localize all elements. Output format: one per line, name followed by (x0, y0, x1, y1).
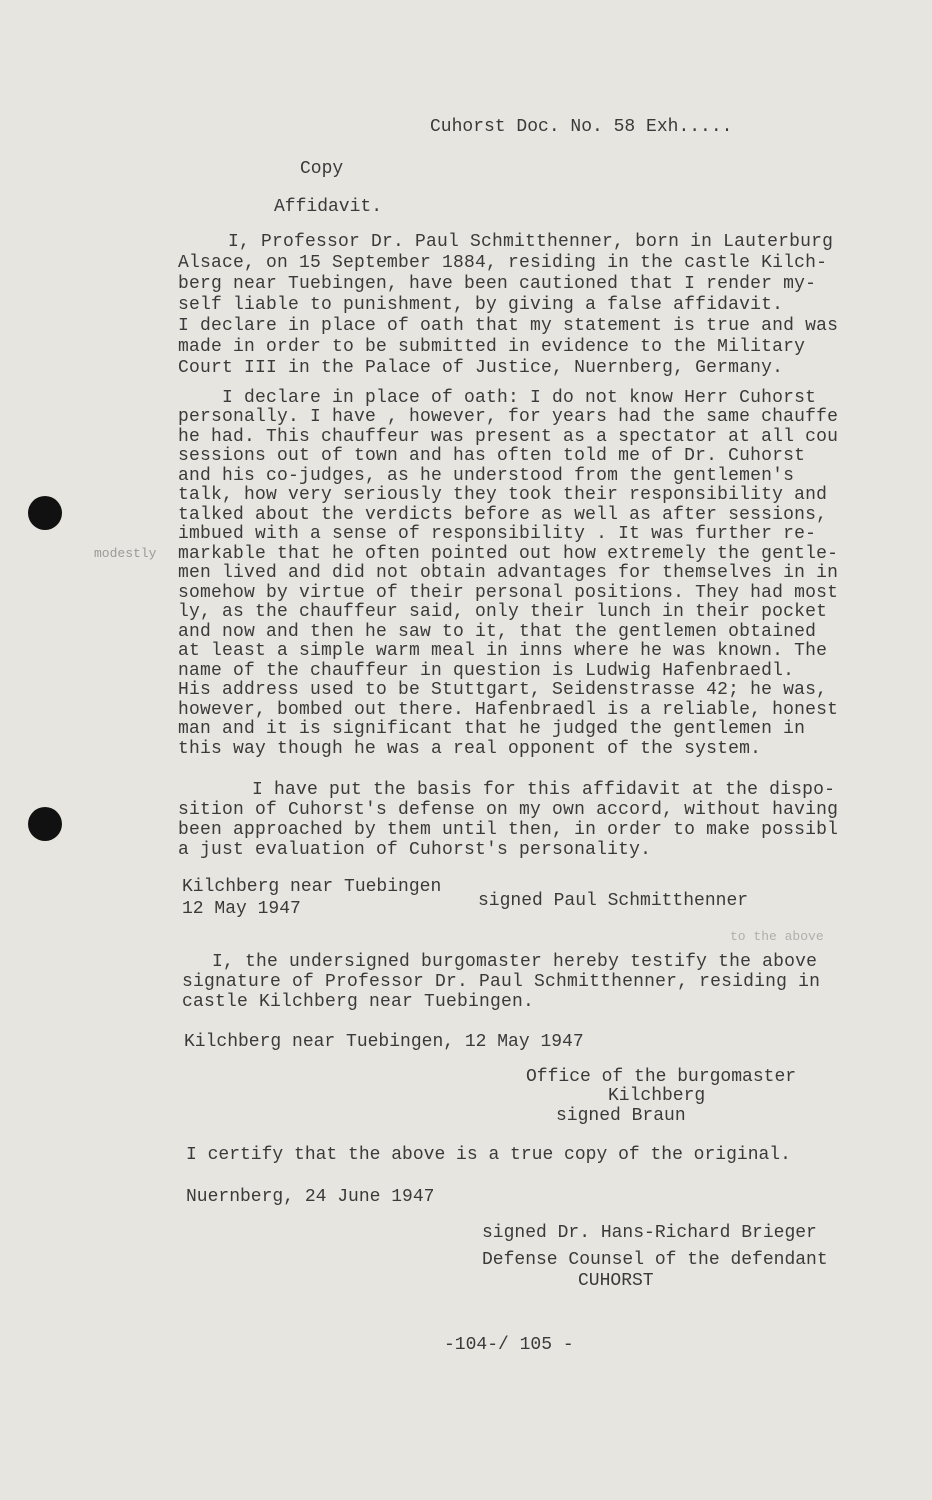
text-line: name of the chauffeur in question is Ludwig Hafenbraedl. (178, 661, 795, 681)
defendant-name: CUHORST (578, 1271, 654, 1291)
text-line: talk, how very seriously they took their responsibility and (178, 485, 828, 505)
faint-note: to the above (730, 929, 824, 944)
text-line: he had. This chauffeur was present as a spectator at all cou (178, 427, 839, 447)
document-reference: Cuhorst Doc. No. 58 Exh..... (430, 117, 733, 137)
date-line: 12 May 1947 (182, 899, 301, 919)
text-line: ly, as the chauffeur said, only their lunch in their pocket (178, 602, 828, 622)
text-line: Court III in the Palace of Justice, Nuernberg, Germany. (178, 358, 784, 378)
office-place: Kilchberg (608, 1086, 706, 1106)
text-line: sessions out of town and has often told me of Dr. Cuhorst (178, 446, 806, 466)
text-line: I declare in place of oath: I do not know Herr Cuhorst (222, 388, 817, 408)
text-line: castle Kilchberg near Tuebingen. (182, 992, 535, 1012)
text-line: men lived and did not obtain advantages for themselves in in (178, 563, 839, 583)
page-number: -104-/ 105 - (444, 1335, 574, 1355)
copy-label: Copy (300, 159, 344, 179)
text-line: signature of Professor Dr. Paul Schmitthenner, residing in (182, 972, 821, 992)
certification: I certify that the above is a true copy of the original. (186, 1145, 791, 1165)
punch-hole-bottom (28, 807, 62, 841)
text-line: Alsace, on 15 September 1884, residing in the castle Kilch- (178, 253, 828, 273)
text-line: made in order to be submitted in evidence to the Military (178, 337, 806, 357)
text-line: man and it is significant that he judged the gentlemen in (178, 719, 806, 739)
text-line: self liable to punishment, by giving a false affidavit. (178, 295, 784, 315)
text-line: His address used to be Stuttgart, Seidenstrasse 42; he was, (178, 680, 828, 700)
text-line: I, Professor Dr. Paul Schmitthenner, born in Lauterburg (228, 232, 834, 252)
text-line: I declare in place of oath that my statement is true and was (178, 316, 839, 336)
signature-brieger: signed Dr. Hans-Richard Brieger (482, 1223, 817, 1243)
text-line: markable that he often pointed out how extremely the gentle- (178, 544, 839, 564)
text-line: somehow by virtue of their personal positions. They had most (178, 583, 839, 603)
text-line: and his co-judges, as he understood from the gentlemen's (178, 466, 795, 486)
place-date-burgomaster: Kilchberg near Tuebingen, 12 May 1947 (184, 1032, 584, 1052)
counsel-title: Defense Counsel of the defendant (482, 1250, 828, 1270)
text-line: and now and then he saw to it, that the gentlemen obtained (178, 622, 817, 642)
place-line: Kilchberg near Tuebingen (182, 877, 442, 897)
text-line: personally. I have , however, for years had the same chauffe (178, 407, 839, 427)
place-date-certification: Nuernberg, 24 June 1947 (186, 1187, 435, 1207)
text-line: however, bombed out there. Hafenbraedl is a reliable, honest (178, 700, 839, 720)
text-line: I, the undersigned burgomaster hereby testify the above (212, 952, 818, 972)
text-line: this way though he was a real opponent of the system. (178, 739, 762, 759)
text-line: a just evaluation of Cuhorst's personality. (178, 840, 652, 860)
text-line: at least a simple warm meal in inns where he was known. The (178, 641, 828, 661)
document-title: Affidavit. (274, 197, 383, 217)
punch-hole-top (28, 496, 62, 530)
signature-schmitthenner: signed Paul Schmitthenner (478, 891, 749, 911)
office-line: Office of the burgomaster (526, 1067, 797, 1087)
margin-note: modestly (94, 546, 157, 561)
text-line: I have put the basis for this affidavit at the dispo- (252, 780, 836, 800)
text-line: imbued with a sense of responsibility . It was further re- (178, 524, 817, 544)
text-line: sition of Cuhorst's defense on my own accord, without having (178, 800, 839, 820)
signature-braun: signed Braun (556, 1106, 686, 1126)
text-line: talked about the verdicts before as well as after sessions, (178, 505, 828, 525)
text-line: berg near Tuebingen, have been cautioned that I render my- (178, 274, 817, 294)
text-line: been approached by them until then, in order to make possibl (178, 820, 839, 840)
